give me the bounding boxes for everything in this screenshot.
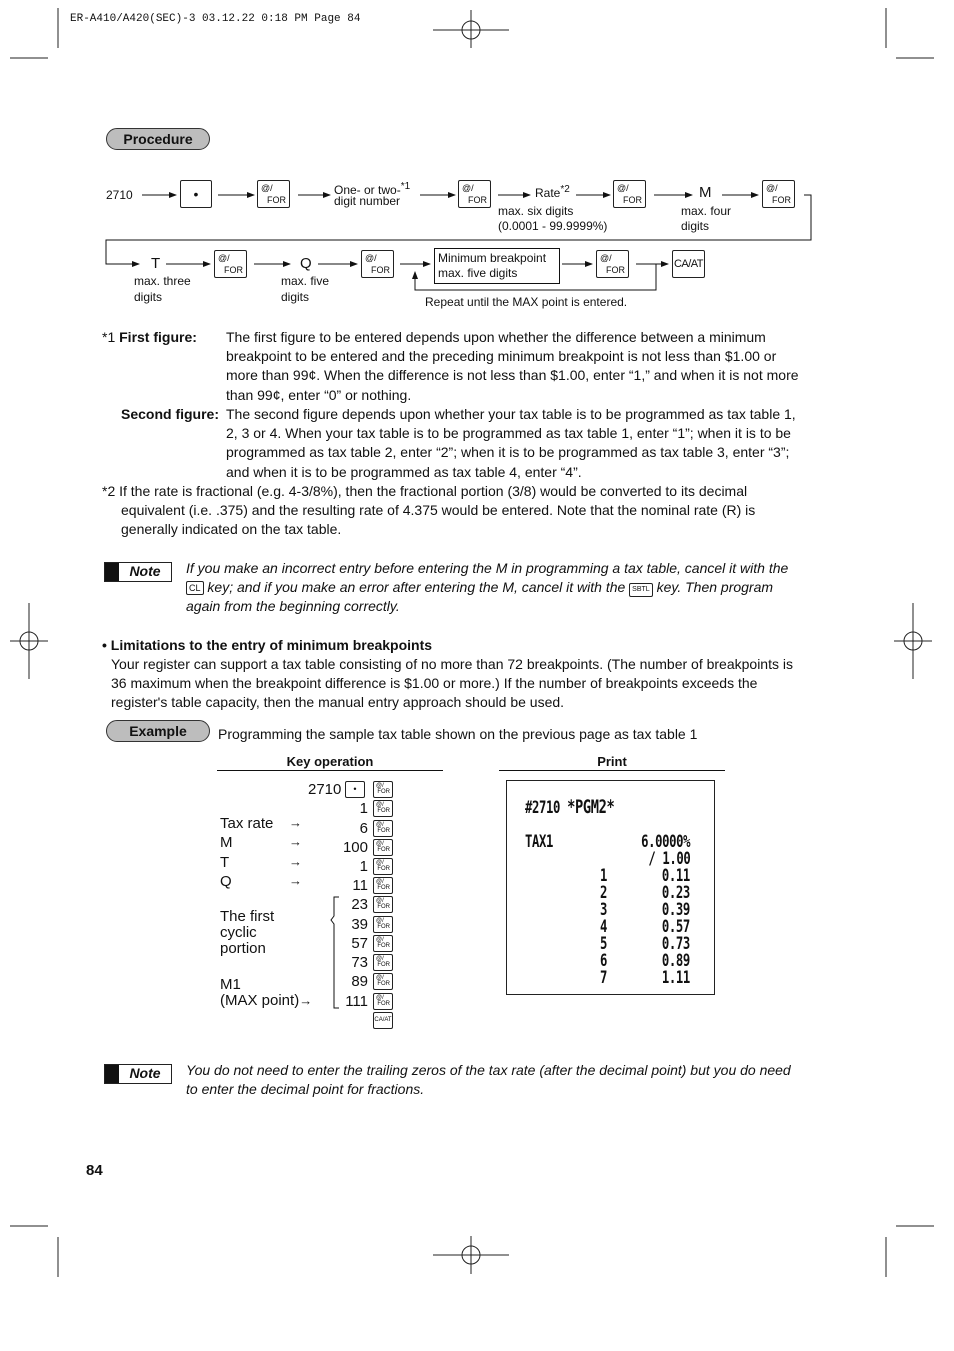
key-operation-header: Key operation (217, 754, 443, 771)
receipt-row-num: 4 (600, 917, 608, 937)
fn2-line: equivalent (i.e. .375) and the resulting rate of 4.375 would be entered. Note that the nominal rate (R) is (121, 502, 756, 519)
receipt-row-val: 0.89 (661, 951, 690, 971)
key-entry: 11 (352, 877, 368, 894)
for-key: @/ FOR (214, 250, 247, 278)
first-line: than 99¢, enter “0” or nothing. (226, 386, 412, 403)
min-breakpoint-box (434, 248, 560, 284)
for-key: @/ FOR (373, 916, 393, 933)
note2-text (186, 1061, 826, 1099)
rate-range: (0.0001 - 99.9999%) (498, 219, 608, 233)
q-row-label: Q (220, 873, 232, 890)
for-key: @/ FOR (257, 180, 290, 208)
max-point-label: (MAX point)→ (220, 992, 313, 1009)
first-figure-text (226, 328, 826, 405)
note1-line: CL key; and if you make an error after entering the M, cancel it with the SBTL key. Then program (186, 578, 826, 597)
m-row-label: M (220, 834, 233, 851)
for-key: @/ FOR (373, 800, 393, 817)
one-two-label: One- or two-$^{*1}$ (334, 181, 411, 197)
t-desc2: digits (134, 290, 163, 304)
for-key: @/ FOR (596, 250, 629, 278)
note2-line: to enter the decimal point for fractions. (186, 1081, 425, 1098)
fn2-line: *2 If the rate is fractional (e.g. 4-3/8%), then the fractional portion (3/8) would be converted to its decimal (102, 483, 748, 499)
receipt (506, 780, 715, 995)
first-line: The first figure to be entered depends upon whether the difference between a minimum (226, 329, 766, 345)
for-key: @/ FOR (373, 839, 393, 856)
q-desc2: digits (281, 290, 310, 304)
limitations-line: 36 maximum when the breakpoint difference is $1.00 or more.) If the number of breakpoints exceeds the (111, 675, 758, 692)
rate-desc: max. six digits (498, 204, 574, 218)
caat-key: CA/AT (672, 250, 705, 278)
arrow: → (289, 815, 302, 830)
fn1-label: *1 First figure: (102, 329, 197, 345)
cl-key-icon: CL (186, 581, 204, 595)
receipt-row-val: 0.57 (661, 917, 690, 937)
cyclic-label: The first (220, 908, 275, 925)
receipt-row-val: 0.23 (661, 883, 690, 903)
key-entry: 111 (345, 993, 368, 1010)
for-key: @/ FOR (373, 954, 393, 971)
for-key: @/ FOR (458, 180, 491, 208)
note-badge: Note (104, 1064, 172, 1084)
q-desc: max. five (281, 274, 330, 288)
arrow: → (289, 873, 302, 888)
dot-key: • (180, 180, 212, 208)
for-key: @/ FOR (373, 858, 393, 875)
cyclic-label: cyclic (220, 924, 257, 941)
fn2-line: generally indicated on the tax table. (121, 521, 342, 538)
arrow: → (289, 854, 302, 869)
note1-line: again from the beginning correctly. (186, 598, 400, 615)
dot-key: • (345, 781, 365, 798)
note1-line: If you make an incorrect entry before entering the M in programming a tax table, cancel it with the (186, 560, 789, 576)
min-breakpoint-desc: max. five digits (438, 266, 518, 280)
fn2-text (102, 482, 822, 540)
receipt-row-num: 3 (600, 900, 608, 920)
for-key: @/ FOR (373, 935, 393, 952)
tax-rate-label: Tax rate (220, 815, 274, 832)
limitations-line: Your register can support a tax table consisting of no more than 72 breakpoints. (The number of breakpoints is (111, 656, 793, 672)
receipt-row-val: 0.73 (661, 934, 690, 954)
receipt-row-val: 1.11 (661, 968, 690, 988)
m-desc2: digits (681, 219, 710, 233)
for-key: @/ FOR (373, 993, 393, 1010)
second-figure-label: Second figure: (121, 406, 220, 422)
second-line: The second figure depends upon whether your tax table is to be programmed as tax table 1, (226, 406, 796, 422)
for-key: @/ FOR (373, 896, 393, 913)
print-header-col: Print (499, 754, 725, 771)
receipt-row-num: 1 (600, 866, 608, 886)
limitations-title: • Limitations to the entry of minimum breakpoints (102, 637, 433, 653)
key-entry: 57 (351, 935, 368, 952)
key-entry: 2710 (308, 781, 342, 798)
note2-line: You do not need to enter the trailing zeros of the tax rate (after the decimal point) but you do need (186, 1062, 791, 1078)
m-desc: max. four (681, 204, 732, 218)
key-entry: 23 (351, 896, 368, 913)
receipt-row-val: 0.39 (661, 900, 690, 920)
key-entry: 1 (359, 858, 368, 875)
cyclic-brace (330, 896, 342, 1010)
second-figure-text (226, 405, 826, 482)
cyclic-label: portion (220, 940, 266, 957)
min-breakpoint-label: Minimum breakpoint (438, 251, 547, 265)
print-header: ER-A410/A420(SEC)-3 03.12.22 0:18 PM Page 84 (70, 13, 361, 25)
example-desc: Programming the sample tax table shown on the previous page as tax table 1 (218, 726, 698, 742)
t-row-label: T (220, 854, 230, 871)
key-entry: 73 (351, 954, 368, 971)
rate-label: Rate$^{*2}$ (535, 184, 570, 200)
receipt-row-val: 0.11 (661, 866, 690, 886)
first-line: more than 99¢. When the difference is not less than $1.00, enter “1,” and when it is not more (226, 367, 799, 384)
for-key: @/ FOR (361, 250, 394, 278)
digit-number-label: digit number (334, 194, 401, 208)
sbtl-key-icon: SBTL (629, 583, 653, 597)
receipt-rate: 6.0000% (640, 832, 690, 852)
key-entry: 1 (359, 800, 368, 817)
key-entry: 89 (351, 973, 368, 990)
first-line: breakpoint to be entered and the preceding minimum breakpoint is not less than $1.00 or (226, 348, 777, 365)
example-pill: Example (106, 720, 210, 742)
caat-key: CA/AT (373, 1012, 393, 1029)
arrow: → (289, 834, 302, 849)
note1-text (186, 559, 826, 617)
receipt-row-num: 7 (600, 968, 608, 988)
key-entry: 39 (351, 916, 368, 933)
m-label: M (699, 184, 712, 201)
t-desc: max. three (134, 274, 191, 288)
for-key: @/ FOR (373, 781, 393, 798)
q-label: Q (300, 255, 312, 272)
for-key: @/ FOR (373, 877, 393, 894)
t-label: T (151, 255, 161, 272)
limitations-line: register's table capacity, then the manual entry approach should be used. (111, 694, 565, 711)
key-entry: 100 (342, 839, 368, 856)
start-code: 2710 (106, 188, 133, 202)
for-key: @/ FOR (373, 973, 393, 990)
receipt-rate-divisor: / 1.00 (647, 849, 690, 869)
m1-label: M1 (220, 976, 241, 993)
second-line: programmed as tax table 2, enter “2”; when it is to be programmed as tax table 3, enter “3”; (226, 444, 790, 461)
page-number: 84 (86, 1162, 103, 1179)
note-badge: Note (104, 562, 172, 582)
repeat-note: Repeat until the MAX point is entered. (425, 295, 628, 309)
key-entry: 6 (359, 820, 368, 837)
receipt-row-num: 2 (600, 883, 608, 903)
procedure-pill: Procedure (106, 128, 210, 150)
second-line: and when it is to be programmed as tax table 4, enter “4”. (226, 463, 582, 480)
limitations-text (111, 655, 831, 713)
for-key: @/ FOR (613, 180, 646, 208)
receipt-line: #2710 *PGM2* (525, 796, 615, 818)
receipt-row-num: 5 (600, 934, 608, 954)
second-line: 2, 3 or 4. When your tax table is to be programmed as tax table 1, enter “1”; when it is to be (226, 425, 791, 442)
receipt-tax: TAX1 (525, 832, 554, 852)
receipt-row-num: 6 (600, 951, 608, 971)
for-key: @/ FOR (373, 820, 393, 837)
for-key: @/ FOR (762, 180, 795, 208)
